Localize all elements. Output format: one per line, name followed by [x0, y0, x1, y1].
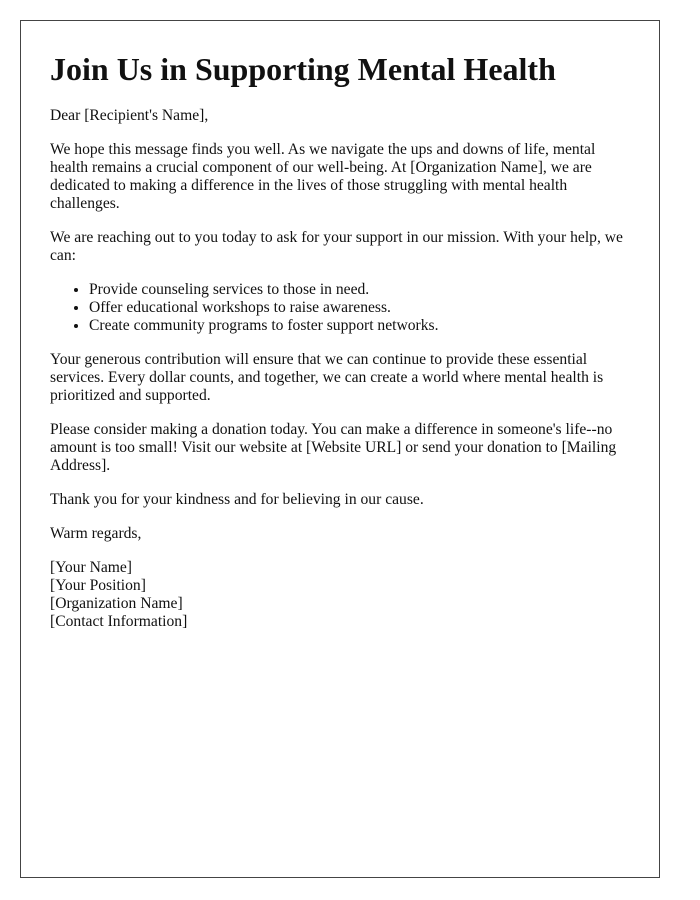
list-item: • Offer educational workshops to raise awareness. — [89, 299, 630, 317]
list-item: • Provide counseling services to those in need. — [89, 281, 630, 299]
letter-title: Join Us in Supporting Mental Health — [50, 51, 556, 87]
signature-contact: [Contact Information] — [50, 613, 188, 630]
signature-block — [50, 559, 630, 631]
support-ask-paragraph: We are reaching out to you today to ask for your support in our mission. With your help, we can: — [50, 229, 623, 264]
support-list — [50, 281, 630, 335]
signature-name: [Your Name] — [50, 559, 133, 576]
letter-greeting: Dear [Recipient's Name], — [50, 107, 209, 124]
signature-position: [Your Position] — [50, 577, 146, 594]
letter-page — [20, 20, 660, 878]
closing-line: Warm regards, — [50, 525, 142, 542]
intro-paragraph: We hope this message finds you well. As we navigate the ups and downs of life, mental health remains a crucial component of our well-being. At [Organization Name], we are dedicated to making a difference in the lives of those struggling with mental health challenges. — [50, 141, 596, 212]
signature-organization: [Organization Name] — [50, 595, 183, 612]
impact-paragraph: Your generous contribution will ensure that we can continue to provide these essential services. Every dollar counts, and together, we can create a world where mental health is prioritized and supported. — [50, 351, 604, 404]
thanks-paragraph: Thank you for your kindness and for believing in our cause. — [50, 491, 424, 508]
list-item: • Create community programs to foster support networks. — [89, 317, 630, 335]
donation-cta-paragraph: Please consider making a donation today. You can make a difference in someone's life--no amount is too small! Visit our website at [Website URL] or send your donation to [Mailing Address]. — [50, 421, 617, 474]
